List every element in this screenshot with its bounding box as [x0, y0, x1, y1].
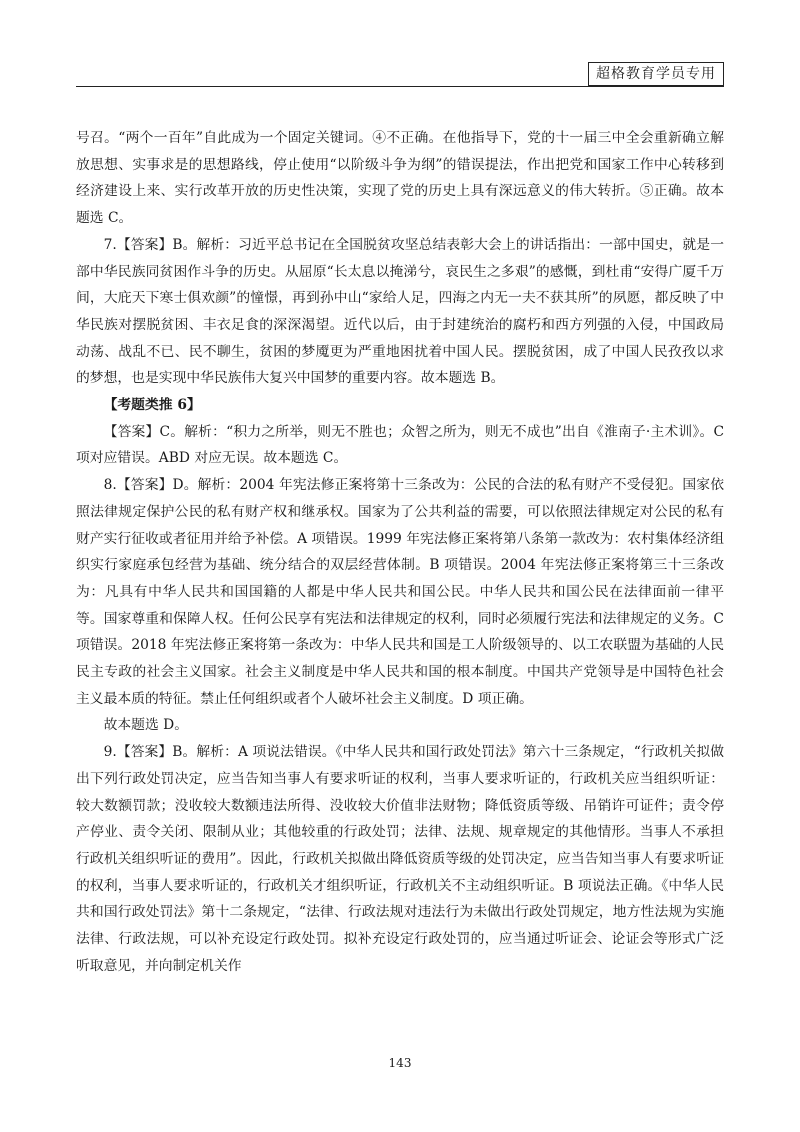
document-body [76, 125, 724, 980]
paragraph-answer-8: 8.【答案】D。解析：2004 年宪法修正案将第十三条改为：公民的合法的私有财产不受侵犯。国家依照法律规定保护公民的私有财产权和继承权。国家为了公共利益的需要，可以依照法律规定对公民的私有财产实行征收或者征用并给予补偿。A 项错误。1999 年宪法修正案将第八条第一款改为：农村集体经济组织实行家庭承包经营为基础、统分结合的双层经营体制。B 项错误。2004 年宪法修正案将第三十三条改为：凡具有中华人民共和国国籍的人都是中华人民共和国公民。中华人民共和国公民在法律面前一律平等。国家尊重和保障人权。任何公民享有宪法和法律规定的权利，同时必须履行宪法和法律规定的义务。C 项错误。2018 年宪法修正案将第一条改为：中华人民共和国是工人阶级领导的、以工农联盟为基础的人民民主专政的社会主义国家。社会主义制度是中华人民共和国的根本制度。中国共产党领导是中国特色社会主义最本质的特征。禁止任何组织或者个人破坏社会主义制度。D 项正确。 [76, 477, 724, 707]
header-label: 超格教育学员专用 [588, 62, 724, 86]
header-divider [76, 86, 724, 87]
section-heading-kaoti-leitui-6: 【考题类推 6】 [103, 397, 201, 414]
paragraph-answer-7: 7.【答案】B。解析：习近平总书记在全国脱贫攻坚总结表彰大会上的讲话指出：一部中国史，就是一部中华民族同贫困作斗争的历史。从屈原“长太息以掩涕兮，哀民生之多艰”的感慨，到杜甫“安得广厦千万间，大庇天下寒士俱欢颜”的憧憬，再到孙中山“家给人足，四海之内无一夫不获其所”的夙愿，都反映了中华民族对摆脱贫困、丰衣足食的深深渴望。近代以后，由于封建统治的腐朽和西方列强的入侵，中国政局动荡、战乱不已、民不聊生，贫困的梦魇更为严重地困扰着中国人民。摆脱贫困，成了中国人民孜孜以求的梦想，也是实现中华民族伟大复兴中国梦的重要内容。故本题选 B。 [76, 236, 724, 387]
page-number: 143 [388, 1056, 412, 1070]
paragraph-answer-leitui-6: 【答案】C。解析：“积力之所举，则无不胜也；众智之所为，则无不成也”出自《淮南子·主术训》。C 项对应错误。ABD 对应无误。故本题选 C。 [76, 423, 724, 467]
paragraph-answer-8-conclusion: 故本题选 D。 [103, 717, 189, 734]
paragraph-answer-9: 9.【答案】B。解析：A 项说法错误。《中华人民共和国行政处罚法》第六十三条规定，“行政机关拟做出下列行政处罚决定，应当告知当事人有要求听证的权利，当事人要求听证的，行政机关应当组织听证：较大数额罚款；没收较大数额违法所得、没收较大价值非法财物；降低资质等级、吊销许可证件；责令停产停业、责令关闭、限制从业；其他较重的行政处罚；法律、法规、规章规定的其他情形。当事人不承担行政机关组织听证的费用”。因此，行政机关拟做出降低资质等级的处罚决定，应当告知当事人有要求听证的权利，当事人要求听证的，行政机关才组织听证，行政机关不主动组织听证。B 项说法正确。《中华人民共和国行政处罚法》第十二条规定，“法律、行政法规对违法行为未做出行政处罚规定，地方性法规为实施法律、行政法规，可以补充设定行政处罚。拟补充设定行政处罚的，应当通过听证会、论证会等形式广泛听取意见，并向制定机关作 [76, 744, 724, 974]
paragraph-continuation: 号召。“两个一百年”自此成为一个固定关键词。④不正确。在他指导下，党的十一届三中全会重新确立解放思想、实事求是的思想路线，停止使用“以阶级斗争为纲”的错误提法，作出把党和国家工作中心转移到经济建设上来、实行改革开放的历史性决策，实现了党的历史上具有深远意义的伟大转折。⑤正确。故本题选 C。 [76, 130, 724, 227]
